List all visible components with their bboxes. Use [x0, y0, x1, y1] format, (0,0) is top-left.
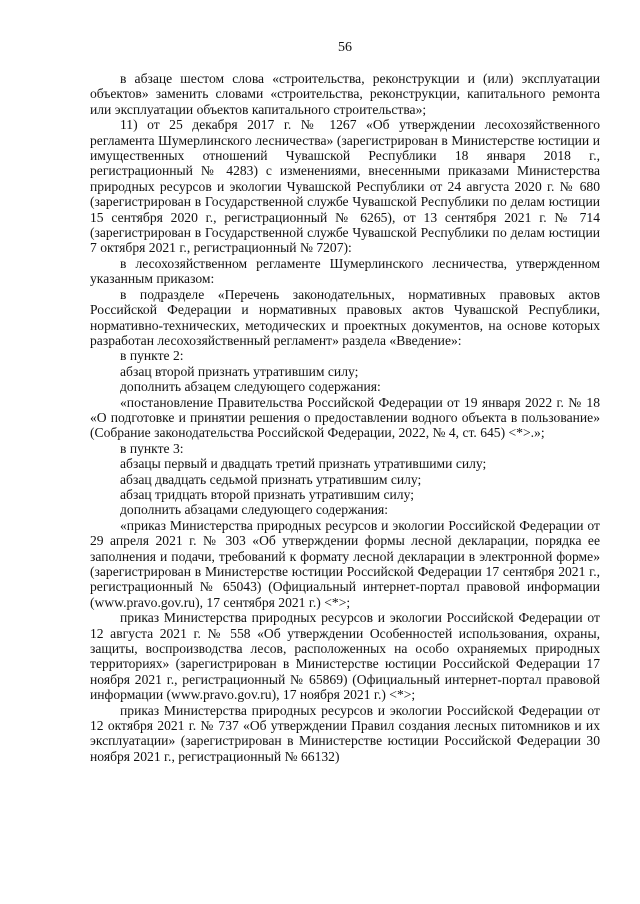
document-body — [90, 71, 600, 764]
paragraph: в абзаце шестом слова «строительства, реконструкции и (или) эксплуатации объектов» заменить словами «строительства, реконструкции, капитального ремонта или эксплуатации объектов капитального строительства»; — [90, 71, 600, 117]
page-number: 56 — [338, 40, 352, 55]
paragraph: в пункте 3: — [120, 440, 184, 456]
paragraph: в лесохозяйственном регламенте Шумерлинского лесничества, утвержденном указанным приказом: — [90, 255, 600, 287]
paragraph: абзац тридцать второй признать утратившим силу; — [120, 486, 414, 502]
paragraph: дополнить абзацем следующего содержания: — [120, 379, 381, 395]
paragraph: приказ Министерства природных ресурсов и экологии Российской Федерации от 12 августа 2021 г. № 558 «Об утверждении Особенностей использования, охраны, защиты, воспроизводства лесов, расположенных на особо охраняемых природных территориях» (зарегистрирован в Министерстве юстиции Российской Федерации 17 ноября 2021 г., регистрационный № 65869) (Официальный интернет-портал правовой информации (www.pravo.gov.ru), 17 ноября 2021 г.) <*>; — [90, 610, 600, 703]
paragraph: в пункте 2: — [120, 348, 184, 364]
paragraph: в подразделе «Перечень законодательных, нормативных правовых актов Российской Федерации и нормативных правовых актов Чувашской Республики, нормативно-технических, методических и проектных документов, на основе которых разработан лесохозяйственный регламент» раздела «Введение»: — [90, 286, 600, 348]
paragraph: абзацы первый и двадцать третий признать утратившими силу; — [120, 456, 487, 472]
paragraph: дополнить абзацами следующего содержания: — [120, 502, 389, 518]
paragraph: «постановление Правительства Российской Федерации от 19 января 2022 г. № 18 «О подготовке и принятии решения о предоставлении водного объекта в пользование» (Собрание законодательства Российской Федерации, 2022, № 4, ст. 645) <*>.»; — [90, 394, 600, 441]
paragraph: 11) от 25 декабря 2017 г. № 1267 «Об утверждении лесохозяйственного регламента Шумерлинского лесничества» (зарегистрирован в Министерстве юстиции и имущественных отношений Чувашской Республики 18 января 2018 г., регистрационный № 4283) с изменениями, внесенными приказами Министерства природных ресурсов и экологии Чувашской Республики от 24 августа 2020 г. № 680 (зарегистрирован в Государственной службе Чувашской Республики по делам юстиции 15 сентября 2020 г., регистрационный № 6265), от 13 сентября 2021 г. № 714 (зарегистрирован в Государственной службе Чувашской Республики по делам юстиции 7 октября 2021 г., регистрационный № 7207): — [90, 117, 600, 256]
paragraph: абзац двадцать седьмой признать утратившим силу; — [120, 471, 422, 487]
paragraph: «приказ Министерства природных ресурсов и экологии Российской Федерации от 29 апреля 2021 г. № 303 «Об утверждении формы лесной декларации, порядка ее заполнения и подачи, требований к формату лесной декларации в электронной форме» (зарегистрирован в Министерстве юстиции Российской Федерации 17 сентября 2021 г., регистрационный № 65043) (Официальный интернет-портал правовой информации (www.pravo.gov.ru), 17 сентября 2021 г.) <*>; — [90, 517, 600, 610]
paragraph: приказ Министерства природных ресурсов и экологии Российской Федерации от 12 октября 2021 г. № 737 «Об утверждении Правил создания лесных питомников и их эксплуатации» (зарегистрирован в Министерстве юстиции Российской Федерации 30 ноября 2021 г., регистрационный № 66132) — [90, 702, 600, 764]
paragraph: абзац второй признать утратившим силу; — [120, 363, 359, 379]
